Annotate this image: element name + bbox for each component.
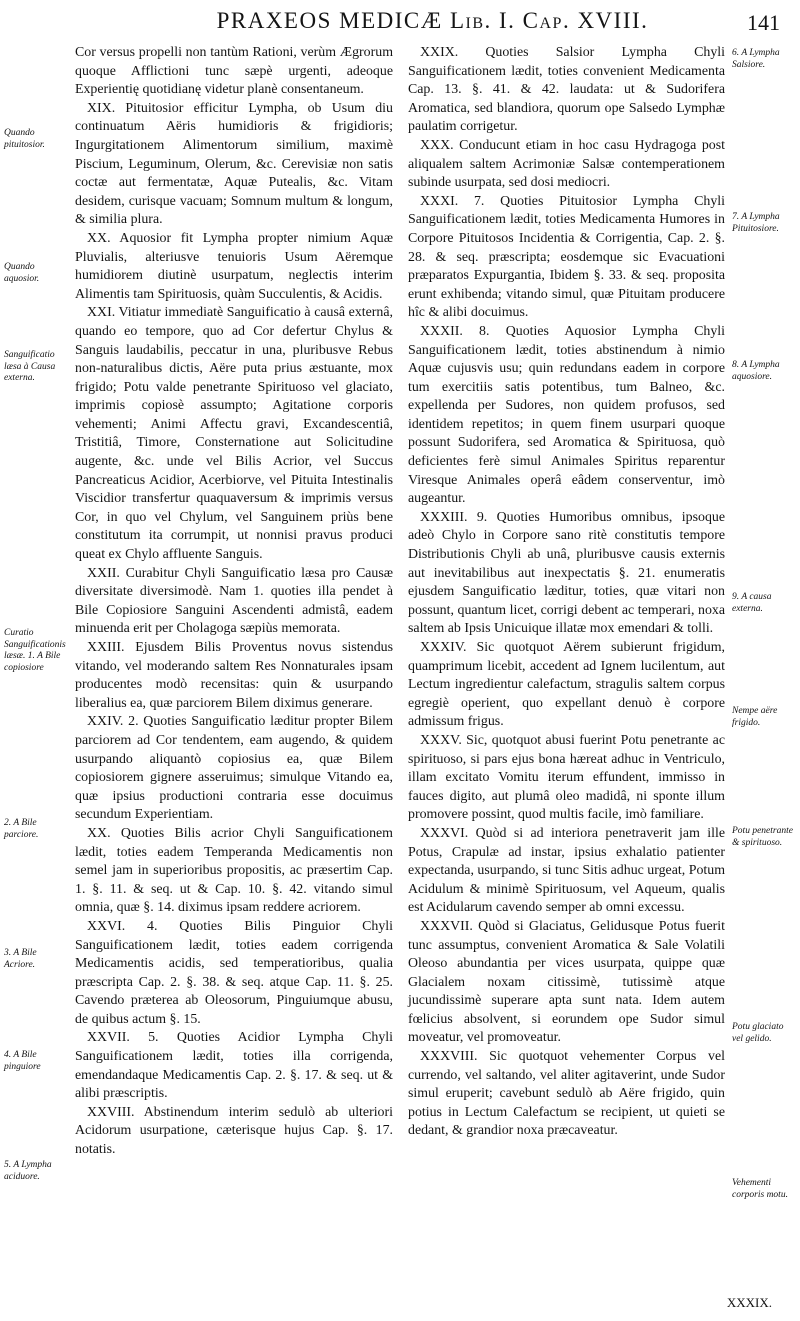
margin-note: 3. A Bile Acriore. (4, 948, 37, 970)
catchword: XXXIX. (726, 1295, 772, 1310)
margin-note: 6. A Lympha Salsiore. (732, 48, 780, 70)
paragraph: Cor versus propelli non tantùm Rationi, verùm Ægrorum quoque Afflictioni tunc sæpè urgenti, adeoque Experientię quotidianę videtur planè consentaneum. (75, 45, 393, 98)
paragraph: XXXV. Sic, quotquot abusi fuerint Potu penetrante ac spirituoso, si pars ejus bona hæreat adhuc in Ventriculo, illam excitato Vomitu iterum effundent, immisso in fauces digito, aut plumâ oleo madidâ, ni sponte illum promovere possint, quod multis facile, imò familiare. (408, 732, 725, 823)
margin-note: Vehementi corporis motu. (732, 1178, 788, 1200)
paragraph: XXVI. 4. Quoties Bilis Pinguior Chyli Sanguificationem lædit, toties eadem corrigenda Medicamentis acidis, sed temperatioribus, qualia præscripta Cap. 2. §. 38. & seq. atque Cap. 11. §. 25. Cavendo præterea ab Oleosorum, Pinguiumque abusu, de quibus actum §. 15. (75, 918, 393, 1027)
margin-note: Curatio Sanguificationis læsæ. 1. A Bile copiosiore (4, 628, 66, 673)
paragraph: XXXVII. Quòd si Glaciatus, Gelidusque Potus fuerit tunc assumptus, convenient Aromatica & Sale Volatili Oleoso abundantia per vices usurpata, quippe quæ Glacialem noxam citissimè, tutissimè atque jucundissimè superare apta sunt nata. Idem autem fœlicius absolvent, si eorundem ope Sudor simul moveatur, vel promoveatur. (408, 918, 725, 1046)
paragraph: XXXVIII. Sic quotquot vehementer Corpus vel currendo, vel saltando, vel aliter agitaverint, unde Sudor simul eruperit; cavebunt sedulò ab Aëre frigido, quin potius in Lectum Calefactum se recipient, ut quieti se dedant, & grandior noxa præcaveatur. (408, 1049, 725, 1139)
paragraph: XIX. Pituitosior efficitur Lympha, ob Usum diu continuatum Aëris humidioris & frigidioris; Ingurgitationem Alimentorum similium, maximè Piscium, Leguminum, Olerum, &c. Cerevisiæ non satis coctæ aut fermentatæ, Aquæ Putealis, &c. Vitam desidem, curisque vacuam; Somnum multum & longum, & similia plura. (75, 100, 393, 228)
paragraph: XX. Quoties Bilis acrior Chyli Sanguificationem lædit, toties eadem Temperanda Medicamentis non semel jam in superioribus propositis, ac præsertim Cap. 1. §. 11. & seq. ut & Cap. 10. §. 42. vitando simul omnia, quæ §. 14. diximus ipsam reddere acriorem. (75, 825, 393, 916)
paragraph: XXXII. 8. Quoties Aquosior Lympha Chyli Sanguificationem lædit, toties abstinendum à nimio Aquæ cujusvis usu; quin redundans eadem in corpore tum exercitiis satis potentibus, tum Balneo, &c. expellenda per Sudores, non quidem profusos, sed identidem repetitos; in quem finem usurpari quoque possunt Sudorifera, sed Aromatica & Spirituosa, quò deficientes ferè simul Animales Spiritus reparentur Viresque Animales operâ eâdem conserventur, imò augeantur. (408, 323, 725, 507)
margin-note: Potu glaciato vel gelido. (732, 1022, 784, 1044)
paragraph: XXIX. Quoties Salsior Lympha Chyli Sanguificationem lædit, toties convenient Medicamenta Cap. 13. §. 41. & 42. laudata: ut & Sudorifera Aromatica, sed blandiora, quorum ope Salsedo Lymphæ paulatim corrigetur. (408, 45, 725, 135)
margin-note: 8. A Lympha aquosiore. (732, 360, 780, 382)
paragraph: XXI. Vitiatur immediatè Sanguificatio à causâ externâ, quando eo tempore, quo ad Cor defertur Chylus & Sanguis laudabilis, peccatur in una, pluribusve Rebus non-naturalibus dictis, Aëre puta prius æstuante, mox frigido; Potu valde penetrante Spirituoso vel glaciato, imprimis copiosè assumpto; Agitatione corporis vehementi; Animi Affectu gravi, Excandescentiâ, Tristitiâ, Timore, Consternatione aut Solicitudine augente, &c. unde vel Bilis Acrior, vel Succus Pancreaticus Acidior, Acerbiorve, vel Pituita Intestinalis Viscidior transfertur quaquaversum & imprimis versus Cor, in quo vel Chylum, vel Sanguinem priùs bene constitutum ita corrumpit, ut nonnisi pravus produci queat ex Chylo affluente Sanguis. (75, 305, 393, 563)
running-head: PRAXEOS MEDICÆ Lib. I. Cap. XVIII. (216, 8, 649, 33)
right-column (408, 44, 725, 1141)
paragraph: XXIV. 2. Quoties Sanguificatio læditur propter Bilem parciorem ad Cor tendentem, eam augendo, & quidem usurpando aliquantò copiosius ea, quæ Bilem copiosiorem gignere asseruimus; simulque Vitando ea, quæ ipsius productioni contraria esse docuimus secundum Experientiam. (75, 714, 393, 823)
page-number: 141 (747, 10, 780, 35)
paragraph: XXII. Curabitur Chyli Sanguificatio læsa pro Causæ diversitate diversimodè. Nam 1. quoties illa pendet à Bile Copiosiore Sanguini Ascendenti admistâ, eadem minuenda erit per Cholagoga sæpiùs memorata. (75, 565, 393, 637)
paragraph: XXXIV. Sic quotquot Aërem subierunt frigidum, quamprimum licebit, accedent ad Ignem lucilentum, aut Lectum ingredientur calefactum, stragulis saltem corpus egregiè operient, quo expellant denuò è corpore admissum frigus. (408, 640, 725, 730)
margin-note: 7. A Lympha Pituitosiore. (732, 212, 780, 234)
left-column (75, 44, 393, 1160)
margin-note: 9. A causa externa. (732, 592, 772, 614)
margin-note: Quando pituitosior. (4, 128, 45, 150)
paragraph: XXVII. 5. Quoties Acidior Lympha Chyli Sanguificationem lædit, toties illa corrigenda, emendandaque Medicamentis Cap. 2. §. 17. & seq. ut & alibi præscriptis. (75, 1030, 393, 1102)
margin-note: 2. A Bile parciore. (4, 818, 39, 840)
paragraph: XXVIII. Abstinendum interim sedulò ab ulteriori Acidorum usurpatione, cæterisque hujus Cap. §. 17. notatis. (75, 1104, 393, 1158)
margin-note: Sanguificatio læsa à Causa externa. (4, 350, 56, 383)
paragraph: XXXI. 7. Quoties Pituitosior Lympha Chyli Sanguificationem lædit, toties Medicamenta Humores in Corpore Pituitosos Incidentia & Corrigentia, Cap. 2. §. 28. & seq. præscripta; eosdemque sic Evacuationi præparatos Expurgantia, Ibidem §. 33. & seq. proposita erunt exhibenda; vitando simul, quæ Pituitam producere hîc & alibi docuimus. (408, 193, 725, 321)
paragraph: XX. Aquosior fit Lympha propter nimium Aquæ Pluvialis, alteriusve tenuioris Usum Aëremque humidiorem diutinè usurpatum, neglectis interim Alimentis tam Spirituosis, quàm Succulentis, & Acidis. (75, 230, 393, 302)
margin-note: Nempe aëre frigido. (732, 706, 778, 728)
paragraph: XXX. Conducunt etiam in hoc casu Hydragoga post aliqualem saltem Acrimoniæ Salsæ contemperationem subinde usurpata, sed dosi mediocri. (408, 137, 725, 191)
paragraph: XXIII. Ejusdem Bilis Proventus novus sistendus vitando, vel moderando saltem Res Nonnaturales ipsam producentes modò recensitas: quin & usurpando liberalius ea, quæ parciorem Bilem diximus generare. (75, 640, 393, 711)
margin-note: 5. A Lympha aciduore. (4, 1160, 52, 1182)
margin-note: Potu penetrante & spirituoso. (732, 826, 793, 848)
paragraph: XXXVI. Quòd si ad interiora penetraverit jam ille Potus, Crapulæ ad instar, ipsius exhalatio patienter expectanda, usurpando, si tunc Sitis adhuc urgeat, Potum Acidulum & minimè Spirituosum, vel Aqueum, qualis est Acidularum cavendo semper ab omni excessu. (408, 825, 725, 916)
margin-note: 4. A Bile pinguiore (4, 1050, 41, 1072)
page-header (0, 0, 800, 42)
paragraph: XXXIII. 9. Quoties Humoribus omnibus, ipsoque adeò Chylo in Corpore sano ritè constitutis tempore Distributionis Chyli ab unâ, pluribusve causis externis aut inevitabilibus aut inexpectatis §. 21. enumeratis ejusdem Sanguificatio læditur, toties, quæ vitari non possunt, quantum licet, corrigi debent ac temperari, noxa saltem ab Ipsis Unicuique illatæ mox emendari & tolli. (408, 509, 725, 637)
margin-note: Quando aquosior. (4, 262, 40, 284)
